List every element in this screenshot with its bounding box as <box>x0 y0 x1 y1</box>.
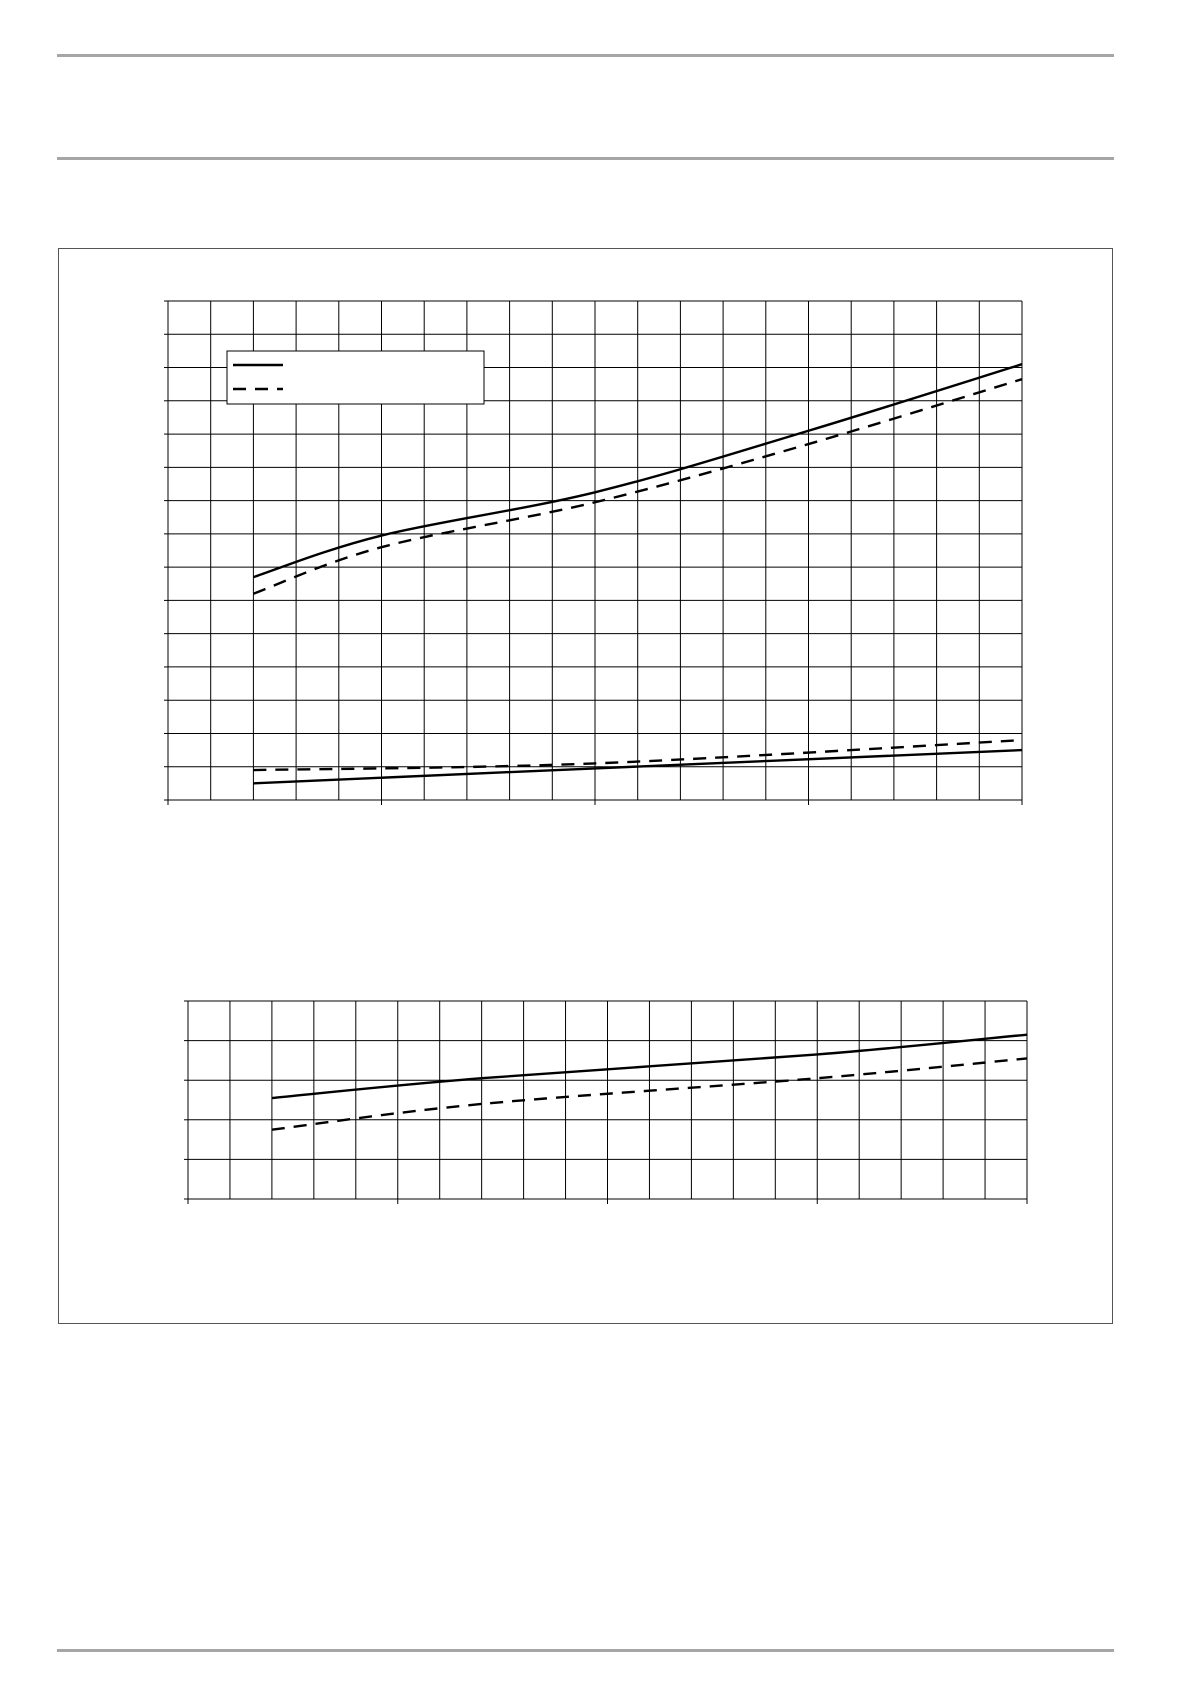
upper-chart <box>164 301 1022 805</box>
legend-box <box>227 351 484 404</box>
lower-chart <box>184 1001 1027 1204</box>
